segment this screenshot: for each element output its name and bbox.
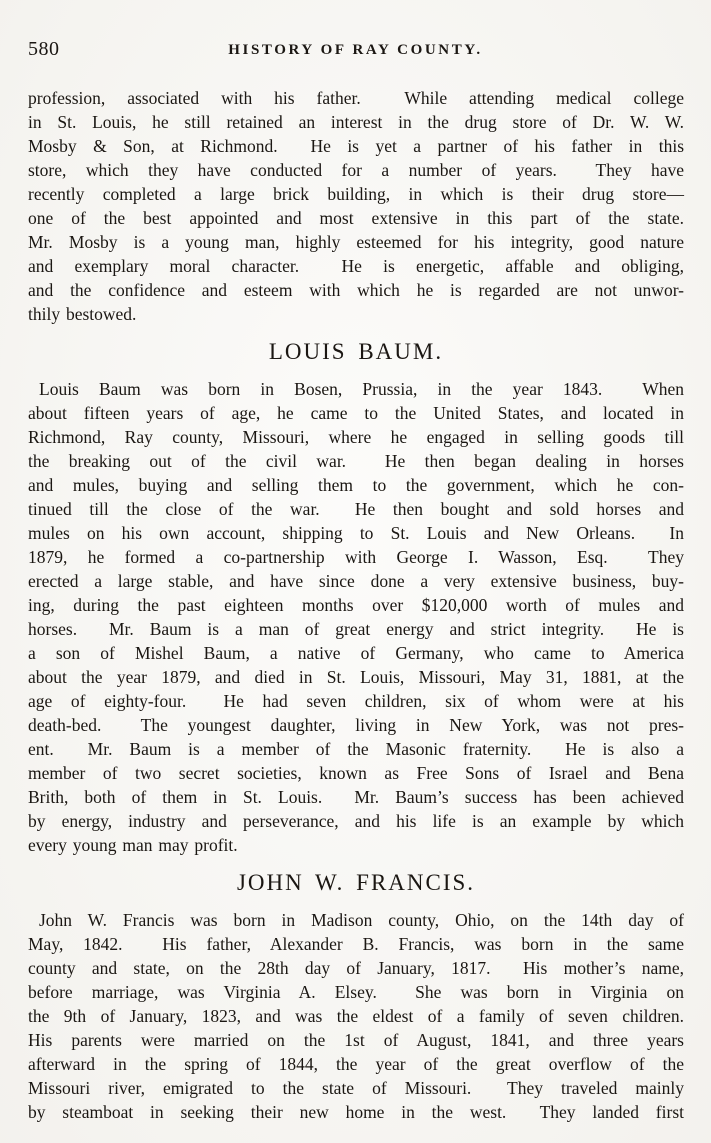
paragraph (28, 377, 684, 857)
text-line: horses. Mr. Baum is a man of great energy and strict integrity. He is (28, 619, 684, 639)
page-header (0, 38, 711, 64)
text-line: and the confidence and esteem with which he is regarded are not unwor- (28, 280, 684, 300)
text-line: every young man may profit. (28, 835, 238, 855)
text-line: and exemplary moral character. He is energetic, affable and obliging, (28, 256, 684, 276)
text-line: member of two secret societies, known as Free Sons of Israel and Bena (28, 763, 684, 783)
text-line: one of the best appointed and most extensive in this part of the state. (28, 208, 684, 228)
text-line: John W. Francis was born in Madison county, Ohio, on the 14th day of (39, 910, 684, 930)
text-line: a son of Mishel Baum, a native of Germany, who came to America (28, 643, 684, 663)
text-line: mules on his own account, shipping to St. Louis and New Orleans. In (28, 523, 684, 543)
text-line: May, 1842. His father, Alexander B. Francis, was born in the same (28, 934, 684, 954)
text-line: Brith, both of them in St. Louis. Mr. Baum’s success has been achieved (28, 787, 684, 807)
text-line: thily bestowed. (28, 304, 137, 324)
text-line: ing, during the past eighteen months over $120,000 worth of mules and (28, 595, 684, 615)
text-line: recently completed a large brick building, in which is their drug store— (28, 184, 684, 204)
page-number: 580 (28, 38, 60, 60)
text-line: before marriage, was Virginia A. Elsey. She was born in Virginia on (28, 982, 684, 1002)
text-line: afterward in the spring of 1844, the year of the great overflow of the (28, 1054, 684, 1074)
paragraph (28, 86, 684, 326)
text-line: Missouri river, emigrated to the state of Missouri. They traveled mainly (28, 1078, 684, 1098)
section-heading: JOHN W. FRANCIS. (236, 870, 476, 895)
text-line: Mr. Mosby is a young man, highly esteemed for his integrity, good nature (28, 232, 684, 252)
text-line: 1879, he formed a co-partnership with George I. Wasson, Esq. They (28, 547, 684, 567)
page-body (28, 86, 684, 1124)
text-line: about fifteen years of age, he came to the United States, and located in (28, 403, 684, 423)
text-line: Louis Baum was born in Bosen, Prussia, in the year 1843. When (39, 379, 684, 399)
running-title: HISTORY OF RAY COUNTY. (228, 42, 483, 58)
text-line: and mules, buying and selling them to the government, which he con- (28, 475, 684, 495)
text-line: age of eighty-four. He had seven children, six of whom were at his (28, 691, 684, 711)
text-line: by steamboat in seeking their new home in the west. They landed first (28, 1102, 684, 1122)
text-line: Richmond, Ray county, Missouri, where he engaged in selling goods till (28, 427, 684, 447)
text-line: Mosby & Son, at Richmond. He is yet a partner of his father in this (28, 136, 684, 156)
text-line: about the year 1879, and died in St. Louis, Missouri, May 31, 1881, at the (28, 667, 684, 687)
text-line: ent. Mr. Baum is a member of the Masonic fraternity. He is also a (28, 739, 684, 759)
text-line: death-bed. The youngest daughter, living in New York, was not pres- (28, 715, 684, 735)
text-line: by energy, industry and perseverance, and his life is an example by which (28, 811, 684, 831)
text-line: profession, associated with his father. While attending medical college (28, 88, 684, 108)
text-line: the breaking out of the civil war. He then began dealing in horses (28, 451, 684, 471)
text-line: His parents were married on the 1st of August, 1841, and three years (28, 1030, 684, 1050)
text-line: in St. Louis, he still retained an interest in the drug store of Dr. W. W. (28, 112, 684, 132)
text-line: erected a large stable, and have since done a very extensive business, buy- (28, 571, 684, 591)
text-line: county and state, on the 28th day of January, 1817. His mother’s name, (28, 958, 684, 978)
text-line: tinued till the close of the war. He then bought and sold horses and (28, 499, 684, 519)
paragraph (28, 908, 684, 1124)
section-heading: LOUIS BAUM. (268, 339, 444, 364)
text-line: the 9th of January, 1823, and was the eldest of a family of seven children. (28, 1006, 684, 1026)
text-line: store, which they have conducted for a number of years. They have (28, 160, 684, 180)
